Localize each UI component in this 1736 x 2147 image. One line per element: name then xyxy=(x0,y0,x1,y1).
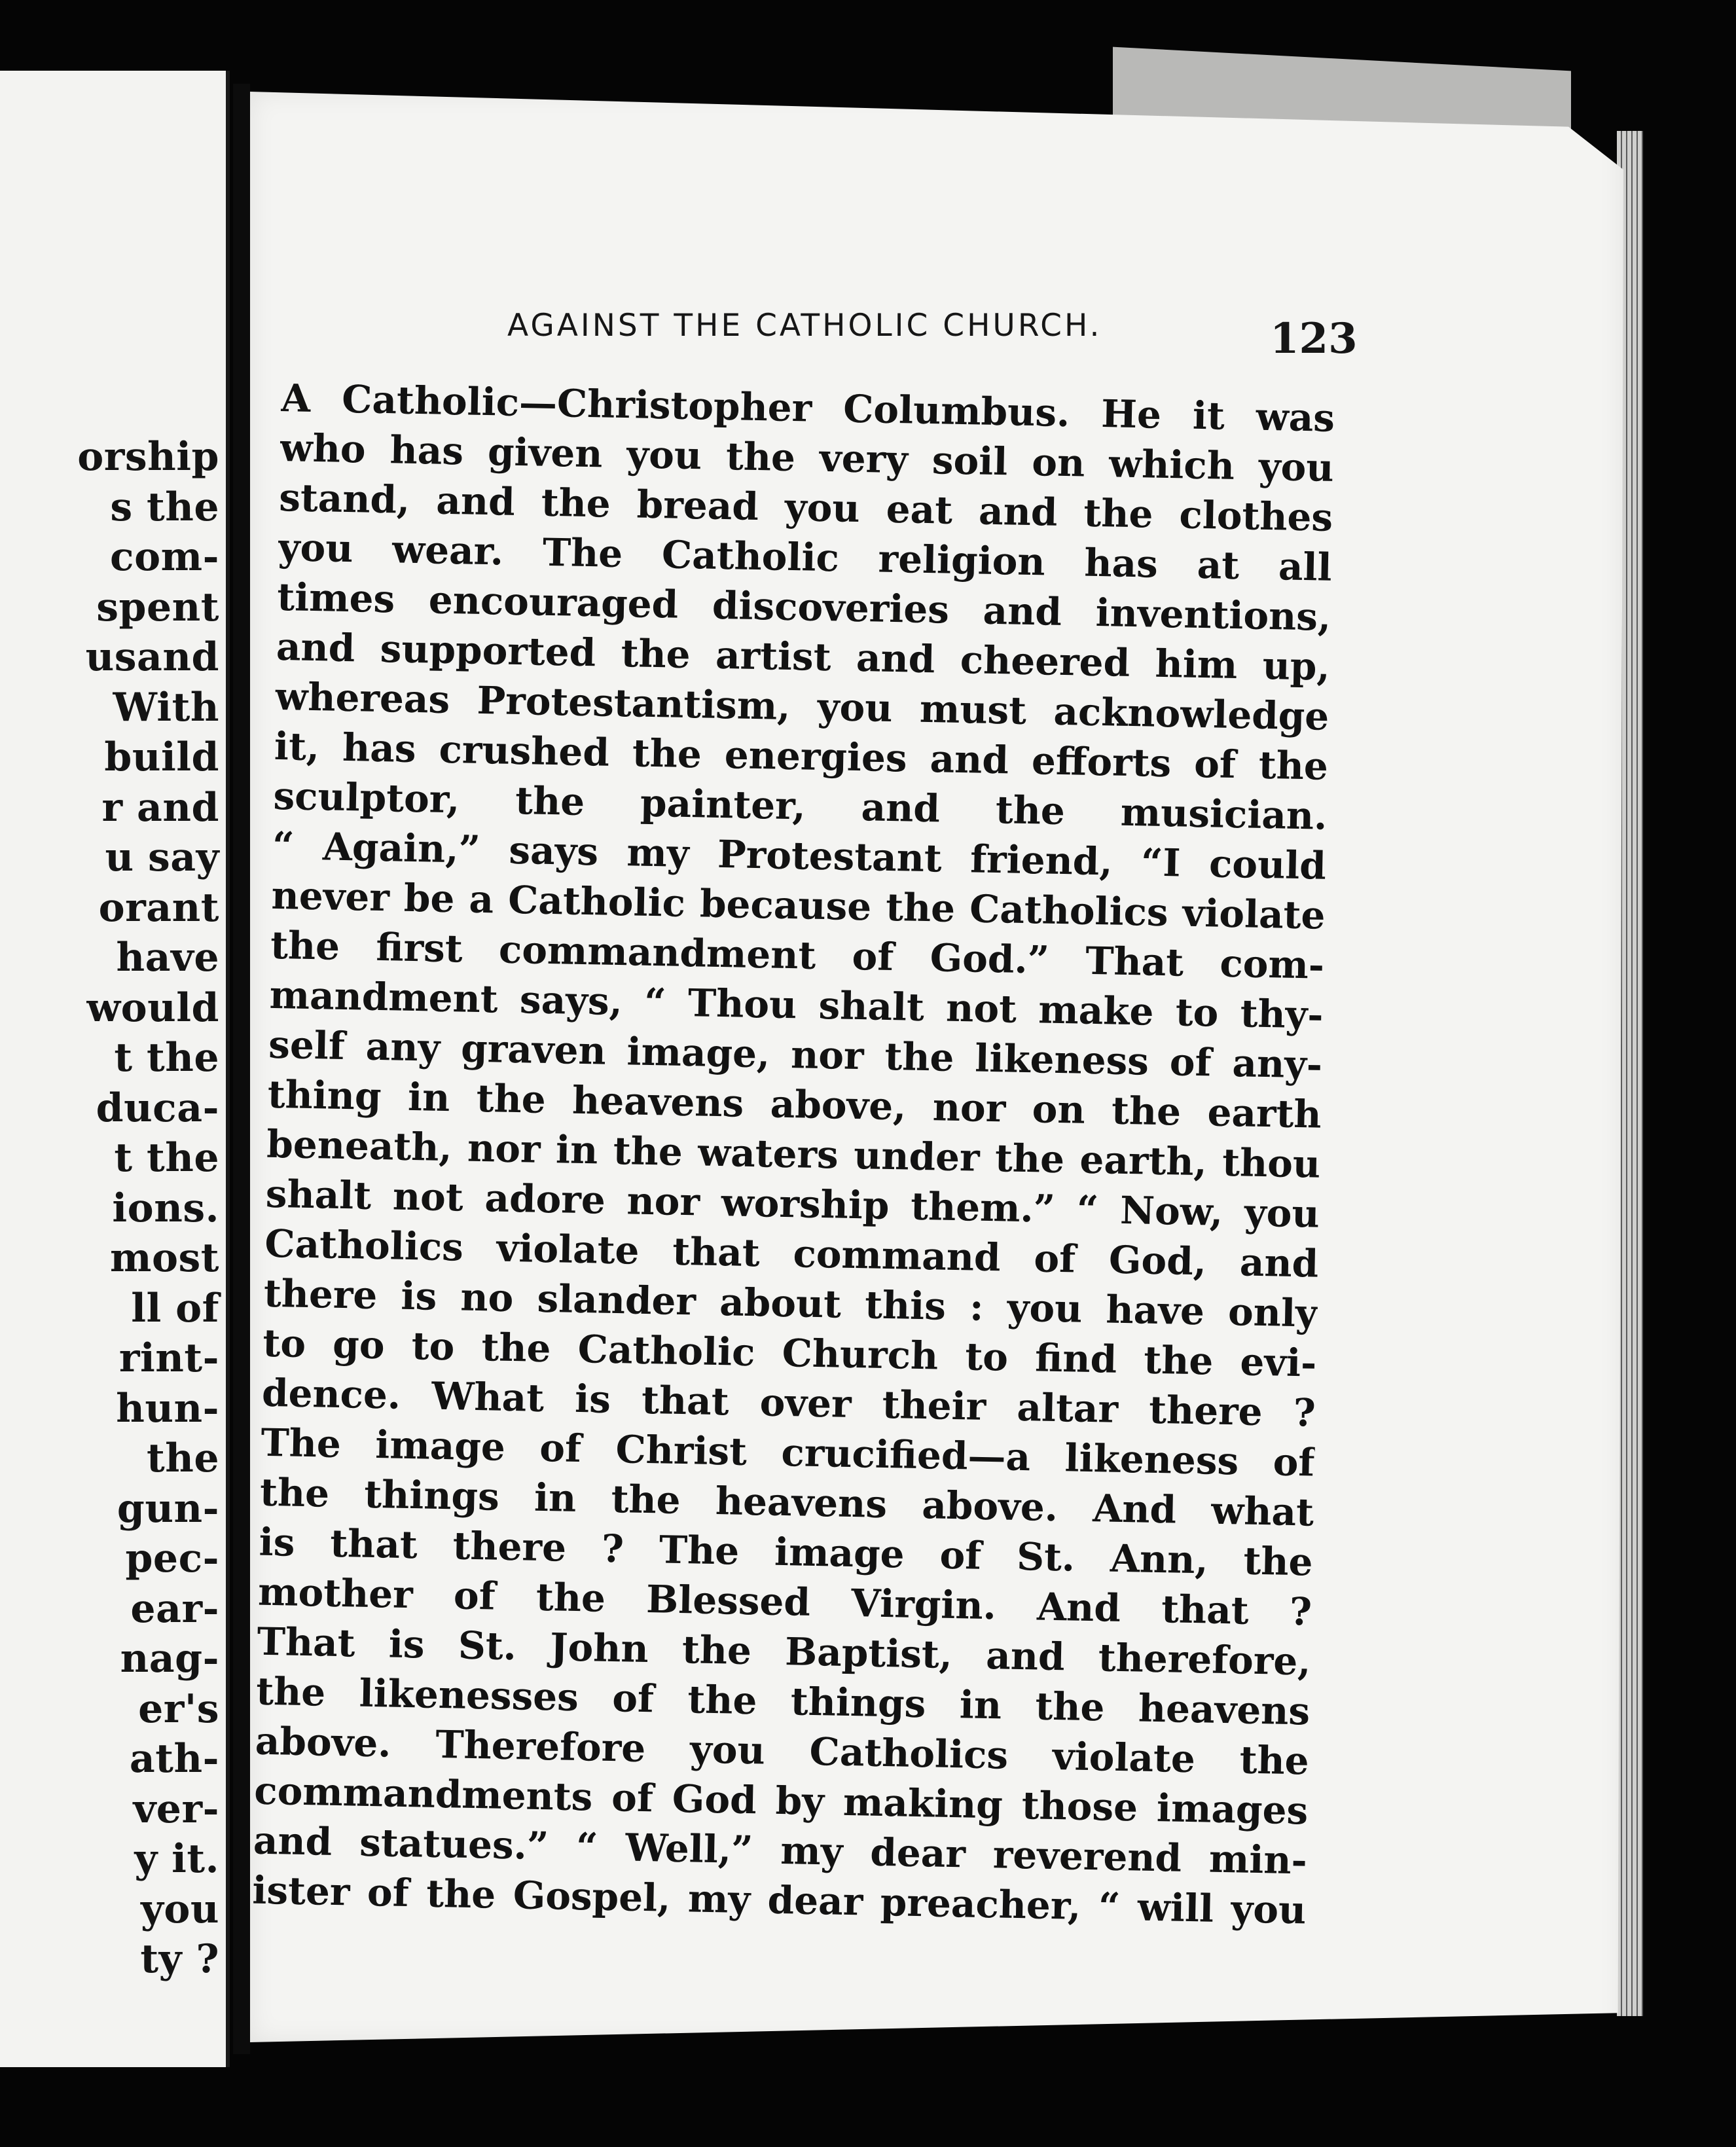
left-line: spent xyxy=(96,584,219,630)
left-line: would xyxy=(86,984,219,1031)
page-body-text xyxy=(252,373,1335,1935)
text-line: The image of Christ crucified—a likeness of xyxy=(260,1420,1315,1485)
text-line: and statues.” “ Well,” my dear reverend min- xyxy=(253,1818,1308,1883)
left-line: build xyxy=(104,734,219,780)
left-line: hun- xyxy=(116,1385,219,1432)
left-line: ear- xyxy=(130,1585,219,1632)
text-line: sculptor, the painter, and the musician. xyxy=(272,773,1328,839)
left-facing-page xyxy=(0,71,230,2067)
left-line: s the xyxy=(110,484,219,530)
text-line: That is St. John the Baptist, and therefore, xyxy=(257,1619,1312,1684)
book-gutter xyxy=(233,84,250,2054)
left-line: r and xyxy=(101,784,219,831)
text-line: to go to the Catholic Church to find the evi- xyxy=(262,1320,1317,1386)
text-line: self any graven image, nor the likeness of any- xyxy=(268,1022,1323,1087)
text-line: the things in the heavens above. And what xyxy=(259,1470,1314,1535)
left-line: ty ? xyxy=(140,1936,219,1982)
left-line: y it. xyxy=(134,1836,219,1882)
text-line: whereas Protestantism, you must acknowledge xyxy=(274,674,1329,739)
left-line: have xyxy=(116,935,219,981)
page-number: 123 xyxy=(1270,314,1358,363)
text-line: A Catholic—Christopher Columbus. He it was xyxy=(280,375,1335,441)
left-line: ll of xyxy=(131,1285,219,1331)
text-line: is that there ? The image of St. Ann, the xyxy=(259,1519,1314,1585)
left-line: orant xyxy=(98,884,219,931)
text-line: never be a Catholic because the Catholics violate xyxy=(271,873,1326,938)
left-line: most xyxy=(110,1235,219,1281)
left-line: gun- xyxy=(117,1485,219,1532)
text-line: it, has crushed the energies and efforts of the xyxy=(274,723,1329,789)
left-line: the xyxy=(146,1435,219,1481)
left-page-text xyxy=(10,432,219,1985)
running-head: AGAINST THE CATHOLIC CHURCH. xyxy=(507,308,1102,344)
left-line: er's xyxy=(138,1686,219,1732)
text-line: ister of the Gospel, my dear preacher, “ will you xyxy=(251,1867,1307,1933)
left-line: duca- xyxy=(96,1085,219,1131)
left-line: rint- xyxy=(118,1335,219,1381)
text-line: and supported the artist and cheered him up, xyxy=(276,624,1331,689)
text-line: times encouraged discoveries and inventions, xyxy=(276,574,1331,640)
text-line: thing in the heavens above, nor on the earth xyxy=(267,1072,1322,1137)
text-line: above. Therefore you Catholics violate the xyxy=(255,1718,1310,1784)
text-line: dence. What is that over their altar there ? xyxy=(261,1370,1316,1435)
text-line: mother of the Blessed Virgin. And that ? xyxy=(257,1569,1312,1634)
left-line: With xyxy=(113,684,219,731)
text-line: the first commandment of God.” That com- xyxy=(270,922,1325,988)
text-line: the likenesses of the things in the heavens xyxy=(255,1669,1311,1734)
text-line: Catholics violate that command of God, and xyxy=(264,1221,1319,1286)
left-line: orship xyxy=(77,434,219,480)
left-line: you xyxy=(140,1886,219,1932)
text-line: mandment says, “ Thou shalt not make to thy- xyxy=(269,972,1324,1037)
text-line: shalt not adore nor worship them.” “ Now, you xyxy=(265,1171,1320,1236)
text-line: “ Again,” says my Protestant friend, “I could xyxy=(272,823,1327,888)
left-line: pec- xyxy=(125,1536,219,1581)
left-line: t the xyxy=(114,1035,219,1081)
text-line: stand, and the bread you eat and the clothes xyxy=(278,475,1333,540)
text-line: commandments of God by making those images xyxy=(253,1768,1309,1833)
text-line: beneath, nor in the waters under the earth, thou xyxy=(266,1121,1321,1187)
left-line: u say xyxy=(105,835,219,880)
left-line: ver- xyxy=(133,1786,219,1832)
left-line: ions. xyxy=(112,1185,219,1231)
left-line: t the xyxy=(114,1135,219,1181)
left-line: ath- xyxy=(129,1736,219,1782)
left-line: com- xyxy=(110,534,219,580)
text-line: there is no slander about this : you have only xyxy=(263,1271,1318,1336)
text-line: you wear. The Catholic religion has at all xyxy=(278,524,1333,590)
left-line: nag- xyxy=(120,1636,219,1682)
text-line: who has given you the very soil on which you xyxy=(280,425,1335,490)
left-line: usand xyxy=(85,634,219,680)
